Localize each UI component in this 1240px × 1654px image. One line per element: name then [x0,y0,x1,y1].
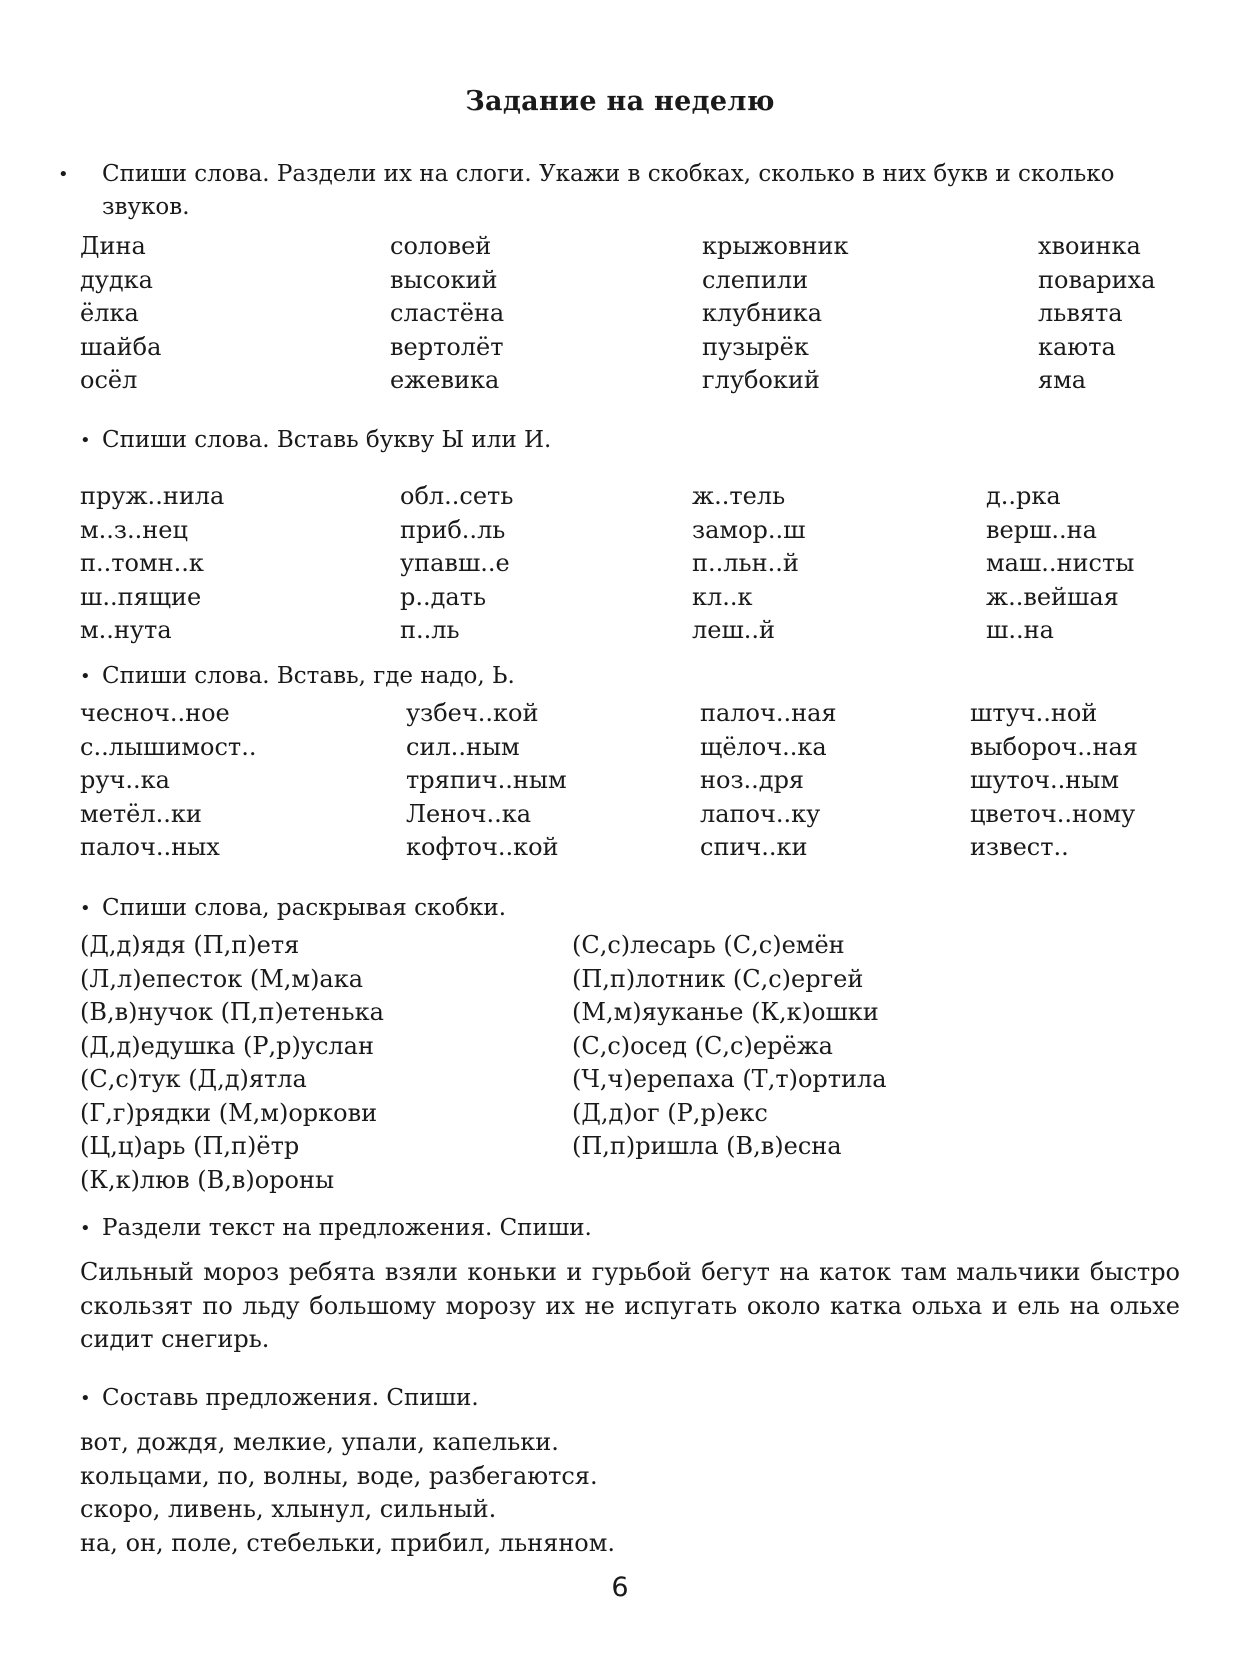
word: клубника [702,299,823,327]
phrase: (П,п)ришла (В,в)есна [572,1132,842,1160]
word: ш..на [986,616,1054,644]
word: лапоч..ку [700,799,821,828]
task2-column-4 [986,480,1134,648]
phrase: (П,п)лотник (С,с)ергей [572,964,864,993]
bullet: • [80,1388,91,1409]
word: ш..пящие [80,582,202,611]
task3-instruction-text: Спиши слова. Вставь, где надо, Ь. [102,663,515,689]
task3-column-2 [406,697,567,865]
word-line: на, он, поле, стебельки, прибил, льняном. [80,1528,616,1557]
word: р..дать [400,582,487,611]
bullet: • [80,666,91,687]
phrase: (М,м)яуканье (К,к)ошки [572,998,879,1026]
word: высокий [390,265,498,294]
word: с..лышимост.. [80,732,257,761]
word: кофточ..кой [406,833,559,861]
word: сластёна [390,299,505,327]
word: извест.. [970,833,1069,861]
word: ж..вейшая [986,582,1119,611]
word: пруж..нила [80,482,225,510]
word: палоч..ная [700,699,837,727]
word: ёлка [80,299,139,327]
word: глубокий [702,366,820,394]
task5-text: Сильный мороз ребята взяли коньки и гурьбой бегут на каток там мальчики быстро скользят по льду большому морозу их не испугать около катка ольха и ель на ольхе сидит снегирь. [80,1258,1180,1353]
word: осёл [80,366,138,394]
word: выбороч..ная [970,732,1138,761]
word: щёлоч..ка [700,732,827,761]
word: ноз..дря [700,766,805,794]
word: верш..на [986,515,1097,544]
word: д..рка [986,482,1061,510]
word: замор..ш [692,515,806,544]
word: Леноч..ка [406,799,532,828]
word: обл..сеть [400,482,514,510]
phrase: (В,в)нучок (П,п)етенька [80,998,384,1026]
phrase: (С,с)тук (Д,д)ятла [80,1065,307,1093]
task1-column-1 [80,230,161,398]
task3-column-1 [80,697,256,865]
word: сил..ным [406,732,520,761]
word: пузырёк [702,332,809,361]
page-title: Задание на неделю [465,86,775,117]
word: тряпич..ным [406,766,567,794]
task1-instruction-text: Спиши слова. Раздели их на слоги. Укажи в скобках, сколько в них букв и сколько звуков. [102,161,1115,220]
word: ж..тель [692,482,786,510]
task1-column-4 [1038,230,1155,398]
word: м..нута [80,616,172,644]
word: крыжовник [702,232,849,260]
word: цветоч..ному [970,799,1136,828]
word-line: кольцами, по, волны, воде, разбегаются. [80,1461,598,1490]
task6-word-lines [80,1426,615,1560]
word: палоч..ных [80,833,220,861]
phrase: (Г,г)рядки (М,м)оркови [80,1098,378,1127]
phrase: (Д,д)ог (Р,р)екс [572,1098,768,1127]
word: руч..ка [80,766,170,794]
task6-instruction [80,1382,479,1415]
word: приб..ль [400,515,506,544]
phrase: (Ч,ч)ерепаха (Т,т)ортила [572,1065,887,1093]
task2-instruction [80,424,551,457]
word: ежевика [390,366,500,394]
word: п..томн..к [80,549,204,577]
word: Дина [80,232,146,260]
task4-instruction-text: Спиши слова, раскрывая скобки. [102,895,507,921]
task1-column-3 [702,230,849,398]
task4-instruction [80,892,506,925]
task2-column-3 [692,480,805,648]
task2-instruction-text: Спиши слова. Вставь букву Ы или И. [102,427,552,453]
word: вертолёт [390,332,504,361]
page-number: 6 [611,1572,629,1603]
word: п..ль [400,616,460,644]
word: метёл..ки [80,799,202,828]
word: кл..к [692,582,753,611]
word: упавш..е [400,549,510,577]
word: спич..ки [700,833,808,861]
task5-instruction-text: Раздели текст на предложения. Спиши. [102,1215,592,1241]
task3-column-4 [970,697,1138,865]
phrase: (К,к)люв (В,в)ороны [80,1165,335,1194]
word: слепили [702,265,809,294]
phrase: (Л,л)епесток (М,м)ака [80,964,364,993]
task3-instruction [80,660,515,693]
word: хвоинка [1038,232,1141,260]
bullet: • [80,898,91,919]
phrase: (С,с)осед (С,с)ерёжа [572,1031,833,1060]
phrase: (Ц,ц)арь (П,п)ётр [80,1132,300,1160]
task1-column-2 [390,230,504,398]
task6-instruction-text: Составь предложения. Спиши. [102,1385,479,1411]
word: каюта [1038,332,1116,361]
word: шайба [80,332,162,361]
word-line: вот, дождя, мелкие, упали, капельки. [80,1428,559,1456]
word: львята [1038,299,1123,327]
phrase: (С,с)лесарь (С,с)емён [572,931,845,959]
bullet: • [80,430,91,451]
word: м..з..нец [80,515,188,544]
bullet: • [80,1218,91,1239]
phrase: (Д,д)ядя (П,п)етя [80,931,300,959]
task2-column-2 [400,480,513,648]
bullet: • [58,164,69,185]
word: маш..нисты [986,549,1135,577]
phrase: (Д,д)едушка (Р,р)услан [80,1031,374,1060]
word: чесноч..ное [80,699,230,727]
word: п..льн..й [692,549,799,577]
word: шуточ..ным [970,766,1120,794]
word-line: скоро, ливень, хлынул, сильный. [80,1495,497,1523]
word: повариха [1038,265,1156,294]
word: штуч..ной [970,699,1098,727]
word: дудка [80,265,153,294]
word: леш..й [692,616,776,644]
word: узбеч..кой [406,699,539,727]
task4-column-1 [80,929,384,1197]
task4-column-2 [572,929,887,1164]
task5-instruction [80,1212,592,1245]
task1-instruction [58,158,1192,223]
word: яма [1038,366,1087,394]
word: соловей [390,232,492,260]
task3-column-3 [700,697,837,865]
task2-column-1 [80,480,224,648]
